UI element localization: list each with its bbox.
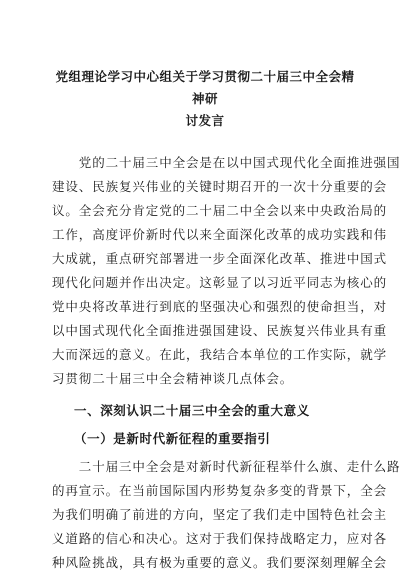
document-title <box>52 66 358 132</box>
text-line: 二十届三中全会是对新时代新征程举什么旗、走什么路 <box>52 459 401 474</box>
text-line: 现代化问题并作出决定。这彰显了以习近平同志为核心的 <box>52 275 388 290</box>
text-line: 以中国式现代化全面推进强国建设、民族复兴伟业具有重 <box>52 323 388 338</box>
body-paragraph <box>52 455 401 575</box>
text-line: 党的二十届三中全会是在以中国式现代化全面推进强国 <box>52 155 401 170</box>
text-line: 大而深远的意义。在此，我结合本单位的工作实际，就学 <box>52 347 388 362</box>
text-line: 工作，高度评价新时代以来全面深化改革的成功实践和伟 <box>52 227 388 242</box>
title-line-2: 讨发言 <box>185 113 225 128</box>
text-line: 建设、民族复兴伟业的关键时期召开的一次十分重要的会 <box>52 179 388 194</box>
section-heading: 一、深刻认识二十届三中全会的重大意义 <box>74 403 310 418</box>
text-line: 习贯彻二十届三中全会精神谈几点体会。 <box>52 371 294 386</box>
text-line: 种风险挑战，具有极为重要的意义。我们要深刻理解全会 <box>52 555 388 570</box>
text-line: 的再宣示。在当前国际国内形势复杂多变的背景下，全会 <box>52 483 388 498</box>
text-line: 义道路的信心和决心。这对于我们保持战略定力，应对各 <box>52 531 388 546</box>
subsection-heading: （一）是新时代新征程的重要指引 <box>74 431 271 446</box>
text-line: 议。全会充分肯定党的二十届二中全会以来中央政治局的 <box>52 203 388 218</box>
text-line: 大成就，重点研究部署进一步全面深化改革、推进中国式 <box>52 251 388 266</box>
text-line: 党中央将改革进行到底的坚强决心和强烈的使命担当，对 <box>52 299 388 314</box>
intro-paragraph <box>52 151 401 391</box>
title-line-1: 党组理论学习中心组关于学习贯彻二十届三中全会精神研 <box>55 69 355 106</box>
text-line: 为我们明确了前进的方向，坚定了我们走中国特色社会主 <box>52 507 388 522</box>
